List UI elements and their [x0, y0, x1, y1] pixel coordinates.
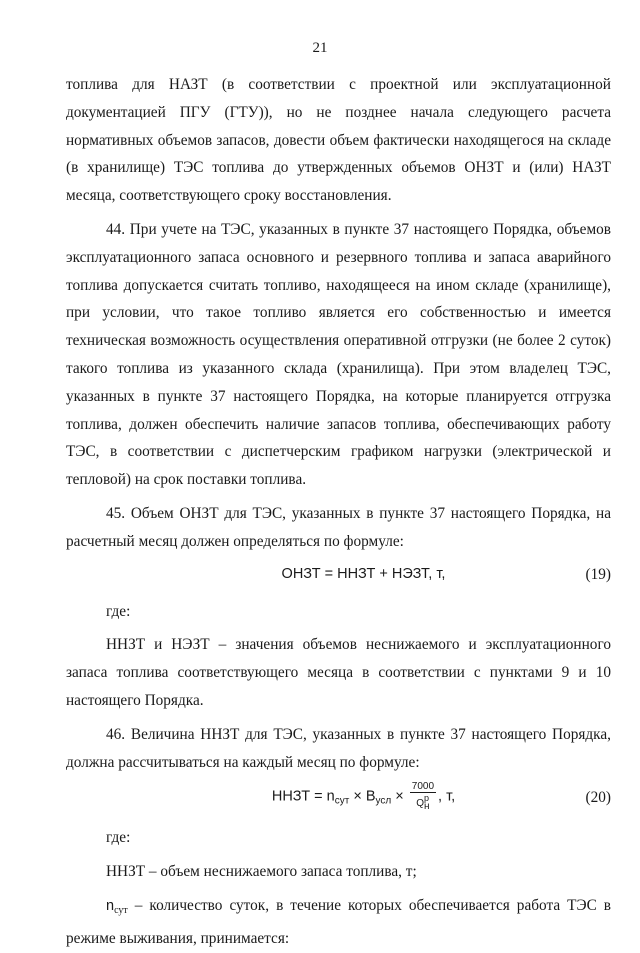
- fraction-q-subscript: н: [424, 801, 430, 813]
- paragraph-continued: топлива для НАЗТ (в соответствии с проектной или эксплуатационной документацией ПГУ (ГТУ)), но не позднее начала следующего расчета нормативных объемов запасов, довести объем фактически находящегося на складе (в хранилище) ТЭС топлива до утвержденных объемов ОНЗТ и (или) НАЗТ месяца, соответствующего сроку восстановления.: [66, 76, 611, 205]
- formula-20-lhs: ННЗТ = n: [271, 788, 335, 805]
- fraction-denominator: [410, 793, 436, 812]
- formula-20-times-b: × B: [349, 788, 376, 805]
- n-sut-symbol: n: [106, 897, 115, 914]
- n-sut-text: – количество суток, в течение которых обеспечивается работа ТЭС в режиме выживания, принимается:: [66, 896, 611, 947]
- formula-20-n-subscript: сут: [334, 795, 350, 807]
- definition-nnzt: ННЗТ – объем неснижаемого запаса топлива, т;: [106, 863, 417, 881]
- equation-number-20: (20): [585, 789, 611, 807]
- n-sut-subscript: сут: [114, 904, 128, 916]
- definition-n-sut: [66, 892, 611, 953]
- formula-20-tail: , т,: [438, 788, 456, 805]
- definition-nnzt-nezt: ННЗТ и НЭЗТ – значения объемов неснижаемого и эксплуатационного запаса топлива соответствующего месяца в соответствии с пунктами 9 и 10 настоящего Порядка.: [66, 636, 611, 709]
- fraction-q-superscript: р: [424, 793, 430, 804]
- equation-number-19: (19): [585, 565, 611, 583]
- where-label: где:: [106, 602, 131, 620]
- paragraph-45: 45. Объем ОНЗТ для ТЭС, указанных в пункте 37 настоящего Порядка, на расчетный месяц должен определяться по формуле:: [66, 504, 611, 550]
- formula-20-times: ×: [391, 788, 408, 805]
- page-content: [66, 71, 611, 953]
- paragraph-44: 44. При учете на ТЭС, указанных в пункте 37 настоящего Порядка, объемов эксплуатационного запаса основного и резервного топлива и запаса аварийного топлива допускается считать топливо, находящееся на ином складе (хранилище), при условии, что такое топливо является его собственностью и имеется техническая возможность осуществления оперативной отгрузки (не более 2 суток) такого топлива из указанного склада (хранилища). При этом владелец ТЭС, указанных в пункте 37 настоящего Порядка, на которые планируется отгрузка топлива, должен обеспечить наличие запасов топлива, обеспечивающих работу ТЭС, в соответствии с диспетчерским графиком нагрузки (электрической и тепловой) на срок поставки топлива.: [66, 220, 611, 489]
- formula-19: ОНЗТ = ННЗТ + НЭЗТ, т,: [281, 565, 446, 582]
- fraction-q: Q: [416, 798, 424, 810]
- formula-20-row: [66, 778, 611, 818]
- formula-20: [66, 781, 561, 815]
- formula-19-row: [66, 558, 611, 592]
- paragraph-46: 46. Величина ННЗТ для ТЭС, указанных в пункте 37 настоящего Порядка, должна рассчитываться на каждый месяц по формуле:: [66, 725, 611, 771]
- page-number: 21: [312, 40, 328, 56]
- formula-20-fraction: [410, 781, 436, 812]
- where-label-2: где:: [106, 829, 131, 847]
- fraction-numerator: 7000: [411, 781, 435, 793]
- formula-20-b-subscript: усл: [375, 795, 392, 807]
